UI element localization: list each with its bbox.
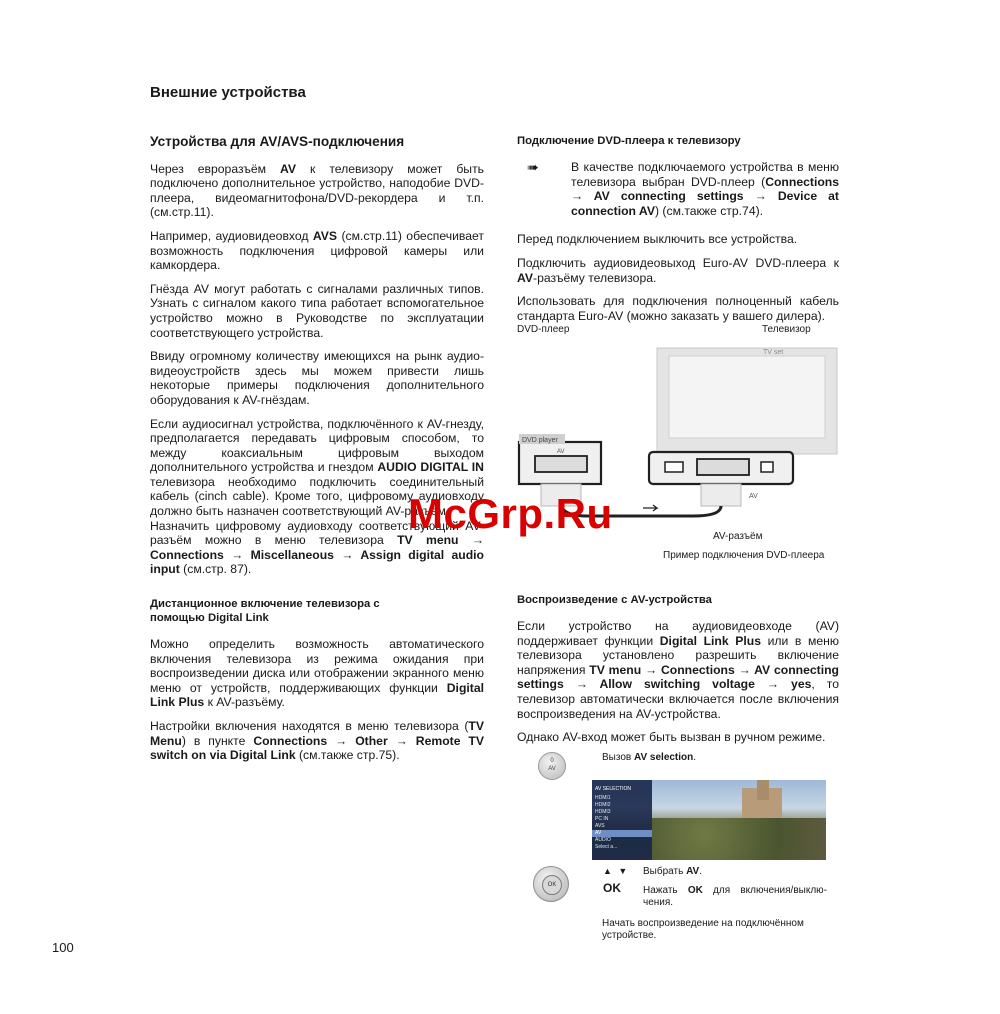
step-start-playback: Начать воспроизведение на подключённом устройстве. — [602, 918, 804, 941]
photo-tower — [757, 780, 769, 800]
page-title: Внешние устройства — [150, 84, 306, 101]
tv-hdmi-port — [665, 462, 683, 472]
av-menu-item-audio[interactable]: AUDIO — [595, 837, 611, 843]
right-paragraph-1: Перед подключением выключить все устройства. — [517, 232, 798, 247]
av-button-label: AV — [548, 766, 556, 772]
left-paragraph-7: Можно определить возможность автоматического включения телевизора из режима ожидания при воспроизведении диска или отображении экранного меню меню от устройств, поддерживающих функции Digital Link Plus к AV-разъёму. — [150, 637, 484, 710]
step-press-ok: Нажать OK для включения/выклю-чения. — [643, 885, 827, 908]
left-heading: Устройства для AV/AVS-подключения — [150, 134, 405, 149]
av-menu-panel — [592, 780, 652, 860]
tv-scart-plug — [701, 484, 741, 506]
tv-screen — [669, 356, 825, 438]
tv-av-text: AV — [749, 493, 758, 500]
left-paragraph-4: Ввиду огромному количеству имеющихся на рынк аудио-видеоустройств здесь мы можем привести лишь некоторые примеры подключения дополнительного оборудования к AV-гнёздам. — [150, 349, 484, 407]
av-menu-item-hdmi3[interactable]: HDMI3 — [595, 809, 611, 815]
tv-scart-port — [697, 459, 749, 475]
left-paragraph-8: Настройки включения находятся в меню телевизора (TV Menu) в пункте Connections → Other → Remote TV switch on via Digital Link (см.также стр.75). — [150, 719, 484, 763]
page-number: 100 — [52, 940, 74, 955]
direction-arrow-icon — [643, 505, 657, 511]
ok-button-inner[interactable] — [542, 875, 562, 895]
left-column — [150, 135, 484, 772]
tv-usb-port — [761, 462, 773, 472]
left-paragraph-3: Гнёзда AV могут работать с сигналами различных типов. Узнать с сигналом какого типа работает вспомогательное устройство можно в Руководстве по эксплуатации соответствующего устройства. — [150, 281, 484, 340]
av-menu-item-select[interactable]: Select a... — [595, 844, 618, 850]
arrow-note-text: В качестве подключаемого устройства в меню телевизора выбран DVD-плеер (Connections → AV connecting settings → Device at connection AV) (см.также стр.74). — [571, 160, 839, 218]
ok-button-label: OK — [547, 882, 557, 888]
step-select-av: Выбрать AV. — [643, 866, 702, 877]
ok-key-icon: OK — [603, 881, 621, 895]
watermark: McGrp.Ru — [408, 490, 613, 537]
photo-trees — [652, 818, 826, 860]
av-selection-screen — [592, 780, 826, 860]
left-paragraph-2: Например, аудиовидеовход AVS (см.стр.11) обеспечивает возможность подключения цифровой камеры или камкордера. — [150, 228, 485, 273]
left-paragraph-5: Если аудиосигнал устройства, подключённого к AV-гнезду, предполагается передавать цифровым способом, то между коаксиальным цифровым выходом дополнительного устройства и гнездом AUDIO DIGITAL IN телевизора необходимо подключить соединительный кабель (cinch cable). Кроме того, цифровому аудиовходу должно быть назначен соответствующий AV-разъём. — [150, 416, 484, 519]
av-socket-label: AV-разъём — [713, 531, 763, 542]
up-down-keys-icon: ▲ ▼ — [603, 866, 630, 876]
right-heading-1: Подключение DVD-плеера к телевизору — [517, 135, 741, 147]
arrow-note — [517, 160, 839, 218]
label-tv: Телевизор — [762, 324, 811, 335]
right-paragraph-2: Подключить аудиовидеовыход Euro-AV DVD-плеера к AV-разъёму телевизора. — [517, 255, 839, 285]
dvd-av-text: AV — [557, 449, 565, 455]
ok-navigation-button[interactable] — [533, 866, 569, 902]
label-dvd-player: DVD-плеер — [517, 324, 570, 335]
dvd-player-text: DVD player — [522, 437, 558, 444]
dvd-scart-port — [535, 456, 587, 472]
right-paragraph-3: Использовать для подключения полноценный кабель стандарта Euro-AV (можно заказать у вашего дилера). — [517, 294, 839, 323]
av-button-zero: 0 — [550, 758, 554, 764]
step-av-selection: Вызов AV selection. — [602, 752, 697, 763]
right-column-bottom — [517, 593, 839, 754]
tv-set-text: TV set — [763, 349, 784, 356]
av-menu-item-av[interactable]: AV — [592, 830, 652, 837]
av-menu-item-pc-in[interactable]: PC IN — [595, 816, 609, 822]
av-menu-item-avs[interactable]: AVS — [595, 823, 605, 829]
av-remote-button[interactable] — [538, 752, 566, 780]
av-menu-item-hdmi1[interactable]: HDMI1 — [595, 795, 611, 801]
arrow-icon: ➠ — [527, 159, 539, 175]
av-menu-item-hdmi2[interactable]: HDMI2 — [595, 802, 611, 808]
left-subheading: Дистанционное включение телевизора с помощью Digital Link — [150, 598, 380, 625]
left-paragraph-6: Назначить цифровому аудиовходу соответствующий AV-разъём можно в меню телевизора TV menu → Connections → Miscellaneous → Assign digital audio input (см.стр. 87). — [150, 518, 485, 577]
av-menu-title: AV SELECTION — [595, 786, 632, 792]
right-paragraph-4: Если устройство на аудиовидеовходе (AV) поддерживает функции Digital Link Plus или в меню телевизора установлено разрешить включение напряжения TV menu → Connections → AV connecting settings → Allow switching voltage → yes, то телевизор автоматически включается после включения воспроизведения на AV-устройства. — [517, 619, 840, 721]
right-column-top — [517, 134, 839, 332]
diagram-caption: Пример подключения DVD-плеера — [663, 550, 825, 561]
right-heading-2: Воспроизведение с AV-устройства — [517, 594, 712, 606]
right-paragraph-5: Однако AV-вход может быть вызван в ручном режиме. — [517, 730, 826, 745]
left-paragraph-1: Через евроразъём AV к телевизору может быть подключено дополнительное устройство, наподобие DVD-плеера, видеомагнитофона/DVD-рекордера и т.п. (см.стр.11). — [150, 161, 484, 220]
